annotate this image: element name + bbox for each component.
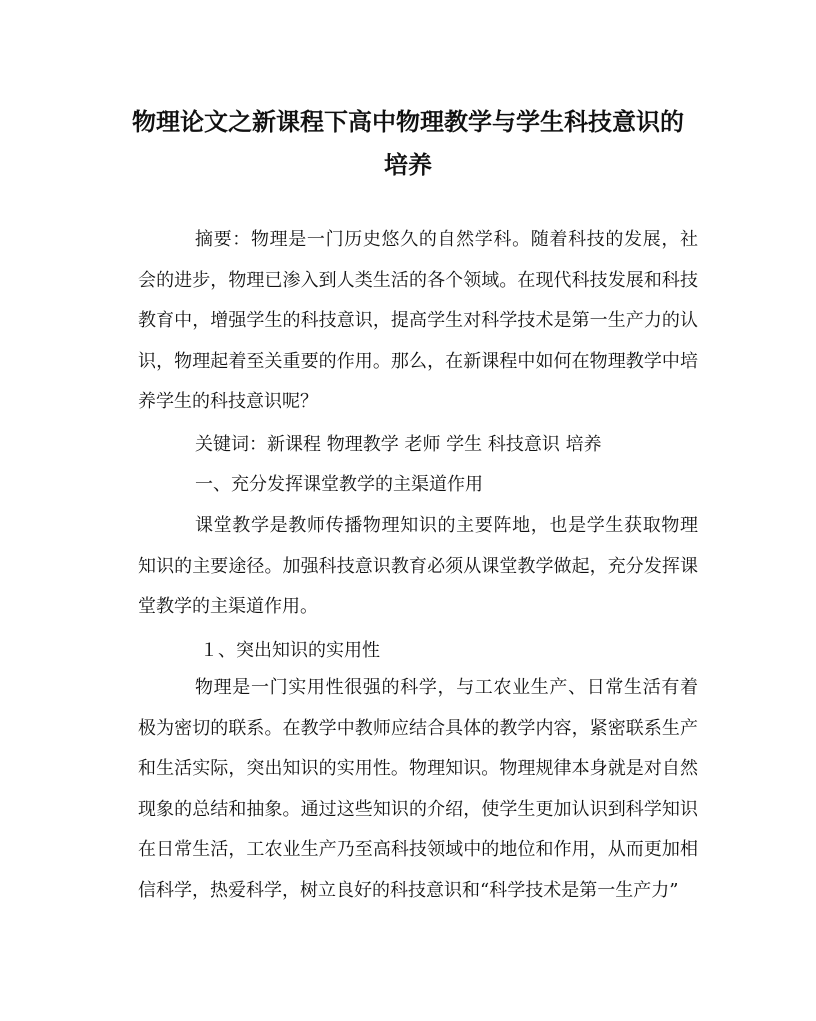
keywords-line: 关键词：新课程 物理教学 老师 学生 科技意识 培养 (195, 434, 602, 455)
document-title-line-1: 物理论文之新课程下高中物理教学与学生科技意识的 (132, 107, 684, 136)
subsection-1-paragraph: 物理是一门实用性很强的科学，与工农业生产、日常生活有着极为密切的联系。在教学中教师应结合具体的教学内容，紧密联系生产和生活实际，突出知识的实用性。物理知识。物理规律本身就是对自然现象的总结和抽象。通过这些知识的介绍，使学生更加认识到科学知识在日常生活，工农业生产乃至高科技领域中的地位和作用，从而更加相信科学，热爱科学，树立良好的科技意识和“科学技术是第一生产力” (138, 677, 698, 901)
abstract-paragraph: 摘要：物理是一门历史悠久的自然学科。随着科技的发展，社会的进步，物理已渗入到人类生活的各个领域。在现代科技发展和科技教育中，增强学生的科技意识，提高学生对科学技术是第一生产力的认识，物理起着至关重要的作用。那么，在新课程中如何在物理教学中培养学生的科技意识呢？ (138, 229, 698, 412)
section-1-heading: 一、充分发挥课堂教学的主渠道作用 (195, 474, 483, 495)
document-title-line-2: 培养 (384, 150, 432, 179)
subsection-1-heading: １、突出知识的实用性 (200, 640, 380, 661)
section-1-paragraph: 课堂教学是教师传播物理知识的主要阵地，也是学生获取物理知识的主要途径。加强科技意识教育必须从课堂教学做起，充分发挥课堂教学的主渠道作用。 (138, 515, 698, 617)
